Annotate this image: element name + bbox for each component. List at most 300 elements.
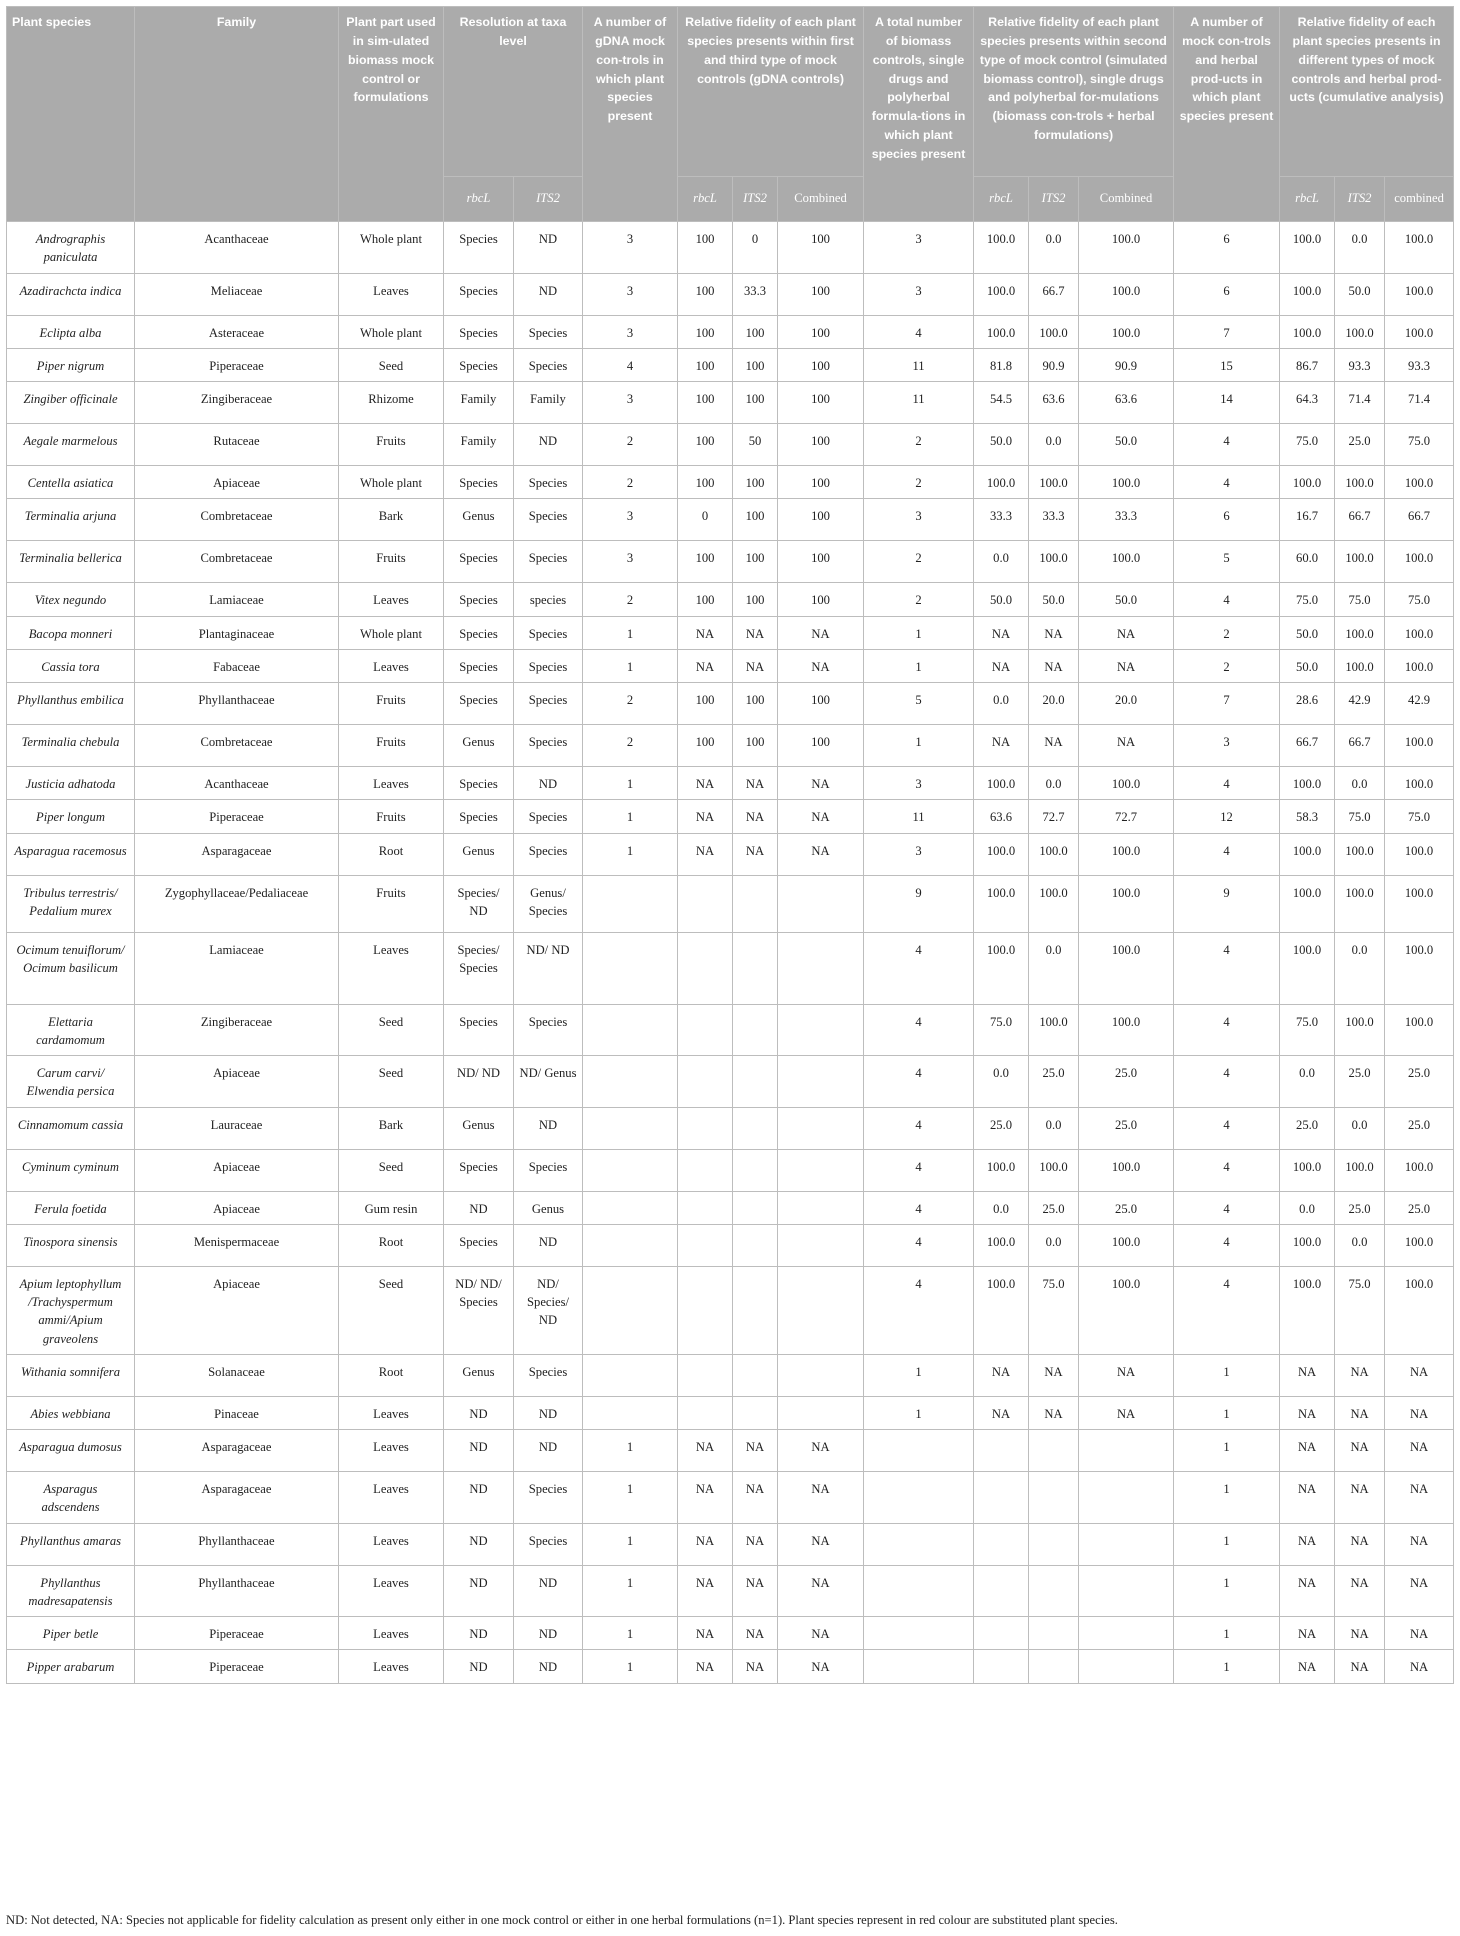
cell-biomass-its2: 100.0	[1029, 541, 1079, 583]
cell-res-rbcl: ND	[444, 1472, 514, 1524]
cell-res-its2: ND/ ND	[514, 932, 583, 1004]
cell-biomass-rbcl: 75.0	[974, 1004, 1029, 1056]
cell-gdna-rbcl: NA	[678, 833, 733, 875]
cell-family: Phyllanthaceae	[135, 683, 339, 725]
cell-species: Aegale marmelous	[7, 424, 135, 466]
cell-species: Cassia tora	[7, 649, 135, 682]
cell-cum-combined: 100.0	[1385, 541, 1454, 583]
cell-cum-combined: 100.0	[1385, 767, 1454, 800]
cell-species: Cinnamomum cassia	[7, 1107, 135, 1149]
cell-cum-its2: 66.7	[1335, 499, 1385, 541]
cell-res-its2: Species	[514, 541, 583, 583]
cell-gdna-combined: 100	[778, 499, 864, 541]
cell-res-rbcl: ND	[444, 1396, 514, 1429]
cell-species: Phyllanthus amaras	[7, 1523, 135, 1565]
cell-biomass-its2: 25.0	[1029, 1191, 1079, 1224]
cell-biomass-its2: 75.0	[1029, 1266, 1079, 1354]
cell-res-rbcl: Species	[444, 1224, 514, 1266]
cell-biomass-count: 2	[864, 583, 974, 616]
cell-cum-its2: 75.0	[1335, 800, 1385, 833]
cell-species: Eclipta alba	[7, 315, 135, 348]
cell-mock-count: 12	[1174, 800, 1280, 833]
table-row	[7, 649, 1454, 682]
cell-species: Vitex negundo	[7, 583, 135, 616]
cell-family: Pinaceae	[135, 1396, 339, 1429]
cell-species: Piper nigrum	[7, 348, 135, 381]
cell-plant-part: Root	[339, 1354, 444, 1396]
cell-res-rbcl: Species	[444, 1149, 514, 1191]
cell-biomass-its2: NA	[1029, 1354, 1079, 1396]
cell-biomass-combined: 100.0	[1079, 875, 1174, 932]
table-row	[7, 1396, 1454, 1429]
cell-gdna-its2	[733, 1107, 778, 1149]
cell-biomass-combined: 50.0	[1079, 583, 1174, 616]
cell-cum-its2: 0.0	[1335, 932, 1385, 1004]
table-row	[7, 382, 1454, 424]
cell-biomass-rbcl: 100.0	[974, 1266, 1029, 1354]
cell-mock-count: 4	[1174, 466, 1280, 499]
cell-biomass-combined: 20.0	[1079, 683, 1174, 725]
cell-mock-count: 1	[1174, 1617, 1280, 1650]
cell-biomass-its2	[1029, 1523, 1079, 1565]
cell-cum-combined: NA	[1385, 1565, 1454, 1617]
cell-biomass-rbcl: 54.5	[974, 382, 1029, 424]
cell-res-its2: ND	[514, 1650, 583, 1683]
fidelity-table	[6, 6, 1454, 1684]
cell-family: Asparagaceae	[135, 1430, 339, 1472]
subheader-cumulative-its2: ITS2	[1335, 177, 1385, 222]
cell-cum-its2: 50.0	[1335, 273, 1385, 315]
cell-gdna-count: 3	[583, 273, 678, 315]
cell-gdna-rbcl: 100	[678, 382, 733, 424]
cell-gdna-rbcl: NA	[678, 616, 733, 649]
cell-gdna-rbcl: 100	[678, 725, 733, 767]
table-row	[7, 583, 1454, 616]
cell-res-its2: ND	[514, 1107, 583, 1149]
cell-biomass-combined: 50.0	[1079, 424, 1174, 466]
cell-species: Piper betle	[7, 1617, 135, 1650]
header-family: Family	[135, 7, 339, 222]
cell-species: Zingiber officinale	[7, 382, 135, 424]
table-row	[7, 683, 1454, 725]
cell-biomass-its2: 63.6	[1029, 382, 1079, 424]
cell-biomass-combined: 100.0	[1079, 273, 1174, 315]
cell-gdna-count	[583, 1149, 678, 1191]
cell-biomass-count: 5	[864, 683, 974, 725]
cell-biomass-count	[864, 1650, 974, 1683]
cell-species: Pipper arabarum	[7, 1650, 135, 1683]
cell-res-its2: Species	[514, 1354, 583, 1396]
cell-gdna-count: 1	[583, 1617, 678, 1650]
cell-gdna-its2: NA	[733, 1565, 778, 1617]
cell-cum-its2: NA	[1335, 1354, 1385, 1396]
cell-mock-count: 4	[1174, 767, 1280, 800]
cell-cum-combined: 100.0	[1385, 1149, 1454, 1191]
cell-cum-combined: NA	[1385, 1523, 1454, 1565]
cell-mock-count: 4	[1174, 424, 1280, 466]
cell-res-rbcl: Species	[444, 800, 514, 833]
cell-cum-combined: 100.0	[1385, 649, 1454, 682]
cell-biomass-its2: 72.7	[1029, 800, 1079, 833]
cell-family: Meliaceae	[135, 273, 339, 315]
cell-gdna-count	[583, 875, 678, 932]
table-body	[7, 222, 1454, 1684]
cell-res-rbcl: Genus	[444, 1354, 514, 1396]
cell-plant-part: Fruits	[339, 875, 444, 932]
cell-gdna-combined	[778, 932, 864, 1004]
cell-mock-count: 4	[1174, 833, 1280, 875]
cell-cum-its2: 93.3	[1335, 348, 1385, 381]
cell-gdna-combined	[778, 1191, 864, 1224]
cell-plant-part: Leaves	[339, 583, 444, 616]
cell-cum-rbcl: 25.0	[1280, 1107, 1335, 1149]
cell-cum-combined: 100.0	[1385, 932, 1454, 1004]
cell-res-its2: Species	[514, 499, 583, 541]
cell-mock-count: 1	[1174, 1430, 1280, 1472]
cell-family: Acanthaceae	[135, 222, 339, 274]
cell-mock-count: 1	[1174, 1396, 1280, 1429]
cell-mock-count: 7	[1174, 683, 1280, 725]
cell-biomass-rbcl: 50.0	[974, 424, 1029, 466]
cell-gdna-combined	[778, 1266, 864, 1354]
cell-biomass-rbcl	[974, 1650, 1029, 1683]
table-row	[7, 833, 1454, 875]
cell-gdna-combined	[778, 875, 864, 932]
cell-gdna-count: 1	[583, 1430, 678, 1472]
cell-biomass-its2: 100.0	[1029, 1149, 1079, 1191]
cell-cum-its2: 0.0	[1335, 1224, 1385, 1266]
cell-biomass-combined: 63.6	[1079, 382, 1174, 424]
header-fidelity-gdna: Relative fidelity of each plant species presents within first and third type of mock controls (gDNA controls)	[678, 7, 864, 177]
cell-biomass-rbcl	[974, 1565, 1029, 1617]
cell-mock-count: 1	[1174, 1354, 1280, 1396]
cell-gdna-combined: 100	[778, 583, 864, 616]
table-row	[7, 466, 1454, 499]
subheader-cumulative-rbcl: rbcL	[1280, 177, 1335, 222]
cell-res-its2: ND	[514, 273, 583, 315]
cell-res-its2: Genus	[514, 1191, 583, 1224]
cell-gdna-its2: NA	[733, 1430, 778, 1472]
cell-res-its2: ND/ Species/ ND	[514, 1266, 583, 1354]
cell-gdna-rbcl	[678, 1354, 733, 1396]
cell-biomass-its2	[1029, 1617, 1079, 1650]
cell-gdna-rbcl	[678, 1191, 733, 1224]
cell-res-its2: Species	[514, 1523, 583, 1565]
cell-res-rbcl: Species	[444, 222, 514, 274]
cell-cum-combined: 25.0	[1385, 1056, 1454, 1108]
cell-biomass-its2: 0.0	[1029, 767, 1079, 800]
cell-gdna-count: 1	[583, 1472, 678, 1524]
cell-gdna-its2: NA	[733, 1617, 778, 1650]
table-row	[7, 222, 1454, 274]
cell-gdna-rbcl	[678, 1224, 733, 1266]
cell-family: Apiaceae	[135, 1191, 339, 1224]
cell-cum-rbcl: NA	[1280, 1650, 1335, 1683]
cell-gdna-rbcl: 100	[678, 583, 733, 616]
cell-gdna-combined: NA	[778, 1565, 864, 1617]
cell-gdna-count: 4	[583, 348, 678, 381]
cell-res-its2: Species	[514, 800, 583, 833]
cell-gdna-rbcl: NA	[678, 1523, 733, 1565]
cell-gdna-rbcl: 100	[678, 466, 733, 499]
cell-gdna-its2: 33.3	[733, 273, 778, 315]
cell-cum-its2: 100.0	[1335, 875, 1385, 932]
cell-family: Piperaceae	[135, 1617, 339, 1650]
cell-mock-count: 6	[1174, 273, 1280, 315]
cell-biomass-rbcl: 0.0	[974, 1191, 1029, 1224]
cell-res-its2: Genus/ Species	[514, 875, 583, 932]
cell-gdna-combined: NA	[778, 649, 864, 682]
cell-family: Phyllanthaceae	[135, 1565, 339, 1617]
header-plant-part: Plant part used in sim-ulated biomass mock control or formulations	[339, 7, 444, 222]
cell-biomass-combined: NA	[1079, 616, 1174, 649]
cell-biomass-count: 4	[864, 932, 974, 1004]
cell-biomass-combined: 100.0	[1079, 932, 1174, 1004]
cell-plant-part: Leaves	[339, 649, 444, 682]
cell-biomass-rbcl: 100.0	[974, 273, 1029, 315]
cell-gdna-its2	[733, 1149, 778, 1191]
table-row	[7, 1430, 1454, 1472]
cell-cum-its2: 0.0	[1335, 1107, 1385, 1149]
table-row	[7, 348, 1454, 381]
cell-gdna-count: 1	[583, 833, 678, 875]
cell-species: Bacopa monneri	[7, 616, 135, 649]
cell-gdna-count: 2	[583, 725, 678, 767]
cell-biomass-its2: NA	[1029, 1396, 1079, 1429]
cell-cum-its2: NA	[1335, 1430, 1385, 1472]
cell-plant-part: Root	[339, 833, 444, 875]
cell-plant-part: Bark	[339, 1107, 444, 1149]
cell-cum-its2: NA	[1335, 1650, 1385, 1683]
cell-species: Tinospora sinensis	[7, 1224, 135, 1266]
cell-cum-rbcl: NA	[1280, 1396, 1335, 1429]
cell-biomass-rbcl: NA	[974, 1354, 1029, 1396]
cell-biomass-combined: 100.0	[1079, 466, 1174, 499]
cell-biomass-rbcl: NA	[974, 1396, 1029, 1429]
cell-biomass-count: 1	[864, 1354, 974, 1396]
cell-mock-count: 1	[1174, 1472, 1280, 1524]
cell-biomass-its2: 66.7	[1029, 273, 1079, 315]
cell-res-rbcl: ND/ ND/ Species	[444, 1266, 514, 1354]
cell-cum-its2: 25.0	[1335, 1056, 1385, 1108]
cell-cum-its2: 100.0	[1335, 1004, 1385, 1056]
cell-species: Terminalia arjuna	[7, 499, 135, 541]
subheader-gdna-combined: Combined	[778, 177, 864, 222]
table-row	[7, 1354, 1454, 1396]
cell-cum-combined: 100.0	[1385, 1266, 1454, 1354]
cell-gdna-its2: 0	[733, 222, 778, 274]
cell-biomass-combined: 25.0	[1079, 1056, 1174, 1108]
cell-biomass-rbcl: 100.0	[974, 1224, 1029, 1266]
cell-plant-part: Whole plant	[339, 315, 444, 348]
cell-cum-its2: 100.0	[1335, 541, 1385, 583]
cell-res-rbcl: Species	[444, 767, 514, 800]
cell-biomass-its2: NA	[1029, 616, 1079, 649]
cell-cum-its2: 100.0	[1335, 466, 1385, 499]
cell-gdna-its2	[733, 1224, 778, 1266]
cell-res-rbcl: Genus	[444, 499, 514, 541]
table-row	[7, 1472, 1454, 1524]
cell-gdna-combined: NA	[778, 1617, 864, 1650]
cell-gdna-count: 2	[583, 466, 678, 499]
cell-biomass-rbcl: 100.0	[974, 833, 1029, 875]
cell-biomass-count: 4	[864, 1107, 974, 1149]
cell-gdna-combined: NA	[778, 1472, 864, 1524]
cell-family: Combretaceae	[135, 541, 339, 583]
cell-res-rbcl: Species	[444, 273, 514, 315]
cell-biomass-combined: 100.0	[1079, 1004, 1174, 1056]
cell-gdna-its2: 100	[733, 315, 778, 348]
cell-biomass-rbcl: 100.0	[974, 1149, 1029, 1191]
table-row	[7, 315, 1454, 348]
cell-plant-part: Root	[339, 1224, 444, 1266]
table-row	[7, 1617, 1454, 1650]
cell-res-rbcl: ND/ ND	[444, 1056, 514, 1108]
cell-gdna-combined: 100	[778, 315, 864, 348]
cell-mock-count: 2	[1174, 649, 1280, 682]
cell-gdna-rbcl: NA	[678, 1472, 733, 1524]
cell-gdna-rbcl: 100	[678, 222, 733, 274]
cell-cum-combined: 100.0	[1385, 273, 1454, 315]
cell-plant-part: Seed	[339, 1266, 444, 1354]
cell-cum-combined: 25.0	[1385, 1107, 1454, 1149]
cell-species: Ferula foetida	[7, 1191, 135, 1224]
cell-gdna-rbcl	[678, 1004, 733, 1056]
cell-cum-combined: 25.0	[1385, 1191, 1454, 1224]
cell-cum-its2: 100.0	[1335, 1149, 1385, 1191]
cell-cum-combined: 75.0	[1385, 424, 1454, 466]
cell-biomass-count: 11	[864, 382, 974, 424]
cell-gdna-rbcl	[678, 932, 733, 1004]
cell-plant-part: Seed	[339, 1149, 444, 1191]
cell-biomass-count: 3	[864, 499, 974, 541]
cell-cum-rbcl: 100.0	[1280, 273, 1335, 315]
cell-gdna-count: 1	[583, 1565, 678, 1617]
cell-cum-its2: 100.0	[1335, 315, 1385, 348]
cell-cum-combined: 75.0	[1385, 583, 1454, 616]
cell-plant-part: Fruits	[339, 725, 444, 767]
cell-cum-its2: 100.0	[1335, 833, 1385, 875]
cell-biomass-rbcl	[974, 1523, 1029, 1565]
cell-biomass-its2: 0.0	[1029, 1107, 1079, 1149]
cell-biomass-rbcl	[974, 1430, 1029, 1472]
cell-gdna-combined: 100	[778, 382, 864, 424]
cell-biomass-count	[864, 1617, 974, 1650]
cell-gdna-its2	[733, 1396, 778, 1429]
cell-cum-combined: 100.0	[1385, 1224, 1454, 1266]
cell-biomass-rbcl: 63.6	[974, 800, 1029, 833]
cell-biomass-rbcl: 100.0	[974, 932, 1029, 1004]
cell-cum-rbcl: 100.0	[1280, 466, 1335, 499]
cell-gdna-rbcl: NA	[678, 1650, 733, 1683]
cell-family: Zingiberaceae	[135, 382, 339, 424]
cell-biomass-rbcl: 33.3	[974, 499, 1029, 541]
header-fidelity-cumulative: Relative fidelity of each plant species presents in different types of mock controls and herbal prod-ucts (cumulative analysis)	[1280, 7, 1454, 177]
cell-res-its2: Species	[514, 466, 583, 499]
table-row	[7, 1266, 1454, 1354]
cell-res-rbcl: Genus	[444, 1107, 514, 1149]
cell-biomass-rbcl: 100.0	[974, 466, 1029, 499]
cell-cum-rbcl: 100.0	[1280, 833, 1335, 875]
cell-biomass-count	[864, 1430, 974, 1472]
cell-gdna-combined	[778, 1107, 864, 1149]
table-row	[7, 616, 1454, 649]
cell-family: Piperaceae	[135, 348, 339, 381]
cell-res-its2: Species	[514, 725, 583, 767]
cell-species: Cyminum cyminum	[7, 1149, 135, 1191]
cell-plant-part: Fruits	[339, 800, 444, 833]
cell-gdna-rbcl	[678, 1266, 733, 1354]
cell-gdna-count: 2	[583, 424, 678, 466]
cell-biomass-its2: 0.0	[1029, 424, 1079, 466]
cell-mock-count: 4	[1174, 1224, 1280, 1266]
cell-res-its2: ND	[514, 1224, 583, 1266]
cell-gdna-its2	[733, 1191, 778, 1224]
cell-cum-rbcl: NA	[1280, 1565, 1335, 1617]
cell-family: Zygophyllaceae/Pedaliaceae	[135, 875, 339, 932]
cell-res-rbcl: Species	[444, 616, 514, 649]
cell-res-rbcl: Species	[444, 348, 514, 381]
table-row	[7, 273, 1454, 315]
cell-biomass-count: 4	[864, 1004, 974, 1056]
cell-plant-part: Leaves	[339, 1472, 444, 1524]
cell-biomass-its2: 25.0	[1029, 1056, 1079, 1108]
cell-cum-its2: 42.9	[1335, 683, 1385, 725]
subheader-cumulative-combined: combined	[1385, 177, 1454, 222]
cell-species: Phyllanthus madresapatensis	[7, 1565, 135, 1617]
cell-cum-rbcl: NA	[1280, 1354, 1335, 1396]
cell-res-its2: Species	[514, 649, 583, 682]
cell-plant-part: Leaves	[339, 932, 444, 1004]
cell-biomass-count: 3	[864, 222, 974, 274]
cell-biomass-rbcl: 0.0	[974, 541, 1029, 583]
cell-species: Asparagua dumosus	[7, 1430, 135, 1472]
cell-gdna-its2: 100	[733, 683, 778, 725]
cell-res-rbcl: ND	[444, 1430, 514, 1472]
cell-cum-combined: NA	[1385, 1430, 1454, 1472]
cell-biomass-count: 1	[864, 1396, 974, 1429]
cell-gdna-rbcl: NA	[678, 767, 733, 800]
cell-species: Terminalia bellerica	[7, 541, 135, 583]
cell-mock-count: 6	[1174, 222, 1280, 274]
cell-gdna-count	[583, 1224, 678, 1266]
cell-biomass-combined	[1079, 1472, 1174, 1524]
cell-gdna-count: 3	[583, 382, 678, 424]
cell-species: Ocimum tenuiflorum/ Ocimum basilicum	[7, 932, 135, 1004]
cell-biomass-rbcl: 100.0	[974, 222, 1029, 274]
cell-gdna-combined: NA	[778, 1523, 864, 1565]
cell-biomass-rbcl: 100.0	[974, 875, 1029, 932]
cell-biomass-combined: NA	[1079, 1354, 1174, 1396]
cell-cum-rbcl: 75.0	[1280, 1004, 1335, 1056]
table-row	[7, 1004, 1454, 1056]
cell-species: Asparagua racemosus	[7, 833, 135, 875]
cell-biomass-count: 4	[864, 1191, 974, 1224]
cell-cum-combined: 75.0	[1385, 800, 1454, 833]
table-row	[7, 767, 1454, 800]
cell-cum-combined: NA	[1385, 1650, 1454, 1683]
cell-gdna-its2: 50	[733, 424, 778, 466]
cell-cum-combined: 42.9	[1385, 683, 1454, 725]
cell-gdna-its2	[733, 875, 778, 932]
cell-cum-combined: 100.0	[1385, 1004, 1454, 1056]
cell-biomass-count	[864, 1565, 974, 1617]
cell-biomass-rbcl: 25.0	[974, 1107, 1029, 1149]
cell-biomass-its2: NA	[1029, 725, 1079, 767]
cell-gdna-combined: 100	[778, 466, 864, 499]
cell-cum-rbcl: NA	[1280, 1472, 1335, 1524]
cell-mock-count: 1	[1174, 1650, 1280, 1683]
